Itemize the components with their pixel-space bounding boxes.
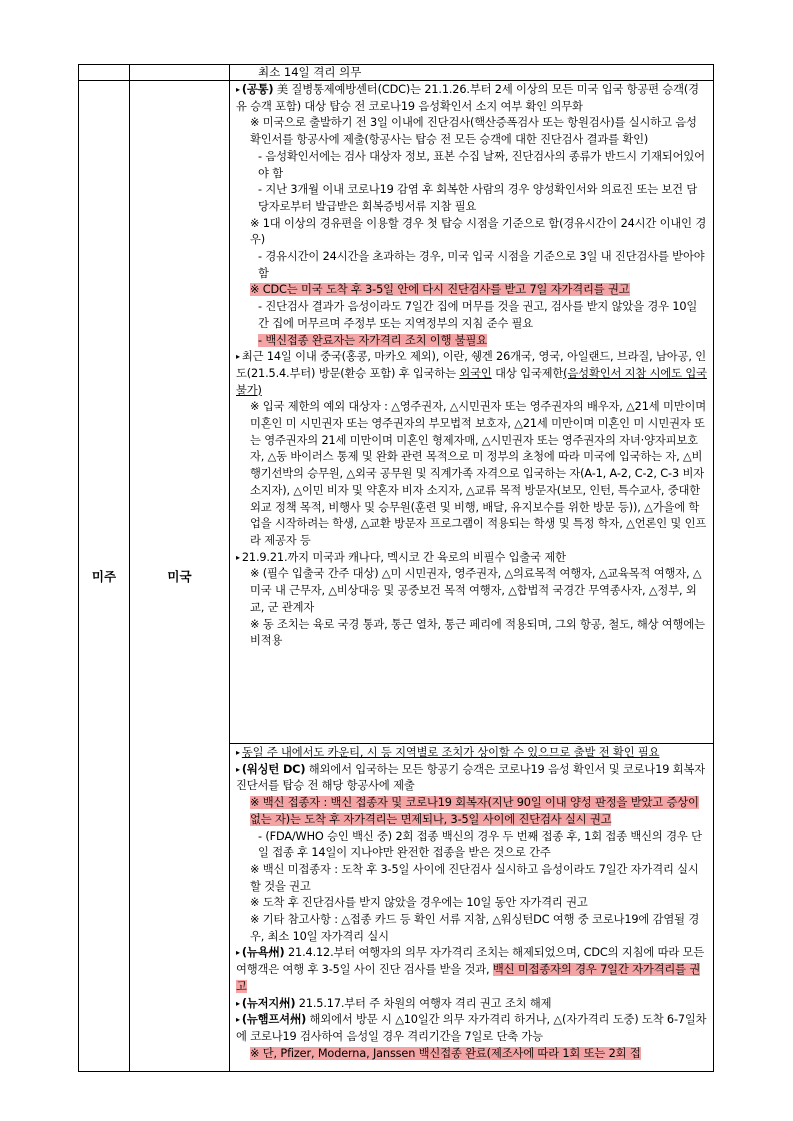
note-item xyxy=(236,895,707,912)
note-item xyxy=(236,282,707,299)
text-run: - 경유시간이 24시간을 초과하는 경우, 미국 입국 시점을 기준으로 3일 내 진단검사를 받아야 함 xyxy=(258,250,705,280)
text-run: ※ 도착 후 진단검사를 받지 않았을 경우에는 10일 동안 자가격리 권고 xyxy=(250,896,588,910)
state-measures xyxy=(230,744,713,1062)
text-run: 대상 입국제한 xyxy=(491,366,564,380)
note-item xyxy=(236,115,707,148)
bullet-triangle-icon: ▸ xyxy=(236,748,240,757)
table-row xyxy=(79,81,714,744)
table-row xyxy=(79,65,714,81)
bullet-triangle-icon: ▸ xyxy=(236,948,240,958)
bullet-item xyxy=(236,550,707,567)
text-run: 백신 미접종자의 경우 7일간 자가격리를 권고 xyxy=(236,963,701,993)
note-item xyxy=(236,216,707,249)
text-run: 21.5.17.부터 주 차원의 여행자 격리 권고 조치 해제 xyxy=(295,996,552,1010)
note-item xyxy=(236,149,707,182)
note-item xyxy=(236,566,707,616)
document-page xyxy=(78,64,714,1072)
text-run: ※ 동 조치는 육로 국경 통과, 통근 열차, 통근 페리에 적용되며, 그외 항공, 철도, 해상 여행에는 비적용 xyxy=(250,617,705,648)
note-item xyxy=(236,1046,707,1063)
note-item xyxy=(236,182,707,215)
country-cell: 미국 xyxy=(130,81,230,1072)
text-run: ※ 미국으로 출발하기 전 3일 이내에 진단검사(핵산증폭검사 또는 항원검사)를 실시하고 음성확인서를 항공사에 제출(항공사는 탑승 전 모든 승객에 대한 진단검사 결과를 확인) xyxy=(250,116,697,147)
text-run: ※ 백신 접종자 : 백신 접종자 및 코로나19 회복자(지난 90일 이내 양성 판정을 받았고 증상이 없는 자)는 도착 후 자가격리는 면제되나, 3-5일 사이에 진단검사 실시 권고 xyxy=(250,796,699,826)
region-label: (공통) xyxy=(241,83,274,96)
bullet-triangle-icon: ▸ xyxy=(236,85,240,94)
text-run: ※ CDC는 미국 도착 후 3-5일 안에 다시 진단검사를 받고 7일 자가격리를 권고 xyxy=(250,283,630,297)
text-run: - (FDA/WHO 승인 백신 중) 2회 접종 백신의 경우 두 번째 접종 후, 1회 접종 백신의 경우 단일 접종 후 14일이 지나야만 완전한 접종을 받은 것으로 간주 xyxy=(258,829,702,860)
text-run: ※ 1대 이상의 경유편을 이용할 경우 첫 탑승 시점을 기준으로 함(경유시간이 24시간 이내인 경우) xyxy=(250,216,707,247)
content-cell-state xyxy=(230,744,714,1072)
bullet-item xyxy=(236,745,707,762)
text-run: 외국인 xyxy=(459,366,492,380)
content-cell-top xyxy=(230,65,714,81)
note-item xyxy=(236,299,707,332)
bullet-item xyxy=(236,762,707,795)
travel-restrictions-table xyxy=(78,64,714,1072)
text-run: 21.4.12.부터 여행자의 의무 자가격리 조치는 해제되었으며, CDC의 지침에 따라 모든 여행객은 여행 후 3-5일 사이 진단 검사를 받을 것과, xyxy=(236,946,705,977)
bullet-item xyxy=(236,82,707,115)
bullet-triangle-icon: ▸ xyxy=(236,352,240,362)
bullet-item xyxy=(236,996,707,1013)
national-measures xyxy=(230,81,713,650)
text-run: 해외에서 방문 시 △10일간 의무 자가격리 하거나, △(자가격리 도중) 도착 6-7일차에 코로나19 검사하여 음성일 경우 격리기간을 7일로 단축 가능 xyxy=(236,1013,707,1043)
text-run: ※ 단, Pfizer, Moderna, Janssen 백신접종 완료(제조사에 따라 1회 또는 2회 접 xyxy=(250,1046,641,1060)
note-item xyxy=(236,795,707,828)
region-label: (뉴욕州) xyxy=(241,946,285,960)
note-item xyxy=(236,862,707,895)
bullet-item xyxy=(236,349,707,399)
text-run: ※ 입국 제한의 예외 대상자 : △영주권자, △시민권자 또는 영주권자의 배우자, △21세 미만이며 미혼인 미 시민권자 또는 영주권자의 부모법적 보호자, △21세 미만이며 미혼인 미 시민권자 또는 영주권자의 21세 미만이며 미혼인 형제자매, △시민권자 또는 영주권자의 자녀·양자피보호자, △동 바이러스 통제 및 완화 관련 목적으로 미 정부의 초청에 따라 미국에 입국하는 자, △비행기선박의 승무원, △외국 공무원 및 직계가족 자격으로 입국하는 자(A-1, A-2, C-2, C-3 비자 소지자), △이민 비자 및 약혼자 비자 소지자, △교류 목적 방문자(보모, 인턴, 특수교사, 중대한 외교 정책 목적, 비행사 및 승무원(훈련 및 비행, 배달, 유지보수를 위한 방문 등)), △가을에 학업을 시작하려는 학생, △교환 방문자 프로그램이 적용되는 학생 및 특정 학자, △언론인 및 인프라 제공자 등 xyxy=(250,400,707,547)
region-label: (뉴햄프셔州) xyxy=(241,1013,307,1027)
bullet-triangle-icon: ▸ xyxy=(236,552,240,562)
country-cell-empty xyxy=(130,65,230,81)
note-item xyxy=(236,829,707,862)
continued-text: 최소 14일 격리 의무 xyxy=(258,65,362,79)
text-run: - 진단검사 결과가 음성이라도 7일간 집에 머무를 것을 권고, 검사를 받지 않았을 경우 10일간 집에 머무르며 주정부 또는 지역정부의 지침 준수 필요 xyxy=(258,300,698,330)
region-label: (뉴저지州) xyxy=(241,996,296,1010)
text-run: 美 질병통제예방센터(CDC)는 21.1.26.부터 2세 이상의 모든 미국 입국 항공편 승객(경유 승객 포함) 대상 탑승 전 코로나19 음성확인서 소지 여부 확인 의무화 xyxy=(236,83,699,113)
note-item xyxy=(236,249,707,282)
note-item xyxy=(236,912,707,945)
text-run: - 백신접종 완료자는 자가격리 조치 이행 불필요 xyxy=(258,333,488,347)
text-run: 최근 14일 이내 중국(홍콩, 마카오 제외), 이란, 쉥겐 26개국, 영국, 아일랜드, 브라질, 남아공, 인도(21.5.4.부터) 방문(환승 포함) 후 입국하는 xyxy=(236,350,706,380)
region-cell: 미주 xyxy=(79,81,130,1072)
bullet-triangle-icon: ▸ xyxy=(236,764,240,774)
content-cell-national xyxy=(230,81,714,744)
text-run: (음성확인서 지참 시에도 입국 불가) xyxy=(236,366,707,397)
note-item xyxy=(236,617,707,650)
note-item xyxy=(236,399,707,549)
text-run: ※ 백신 미접종자 : 도착 후 3-5일 사이에 진단검사 실시하고 음성이라도 7일간 자가격리 실시할 것을 권고 xyxy=(250,862,699,893)
bullet-triangle-icon: ▸ xyxy=(236,998,240,1008)
region-label: (워싱턴 DC) xyxy=(241,762,306,776)
region-cell-empty xyxy=(79,65,130,81)
text-run: 해외에서 입국하는 모든 항공기 승객은 코로나19 음성 확인서 및 코로나19 회복자 진단서를 탑승 전 해당 항공사에 제출 xyxy=(236,762,705,793)
text-run: - 지난 3개월 이내 코로나19 감염 후 회복한 사람의 경우 양성확인서와 의료진 또는 보건 담당자로부터 발급받은 회복증빙서류 지참 필요 xyxy=(258,183,698,213)
text-run: ※ (필수 입출국 간주 대상) △미 시민권자, 영주권자, △의료목적 여행자, △교육목적 여행자, △미국 내 근무자, △비상대응 및 공중보건 목적 여행자, △합법적 국경간 무역종사자, △정부, 외교, 군 관계자 xyxy=(250,567,702,614)
text-run: 21.9.21.까지 미국과 캐나다, 멕시코 간 육로의 비필수 입출국 제한 xyxy=(241,550,566,564)
bullet-item xyxy=(236,945,707,995)
note-item xyxy=(236,333,707,350)
bullet-item xyxy=(236,1012,707,1045)
text-run: - 음성확인서에는 검사 대상자 정보, 표본 수집 날짜, 진단검사의 종류가 반드시 기재되어있어야 함 xyxy=(258,149,705,180)
text-run: 동일 주 내에서도 카운티, 시 등 지역별로 조치가 상이할 수 있으므로 출발 전 확인 필요 xyxy=(241,746,660,759)
text-run: ※ 기타 참고사항 : △접종 카드 등 확인 서류 지참, △워싱턴DC 여행 중 코로나19에 감염될 경우, 최소 10일 자가격리 실시 xyxy=(250,913,700,943)
bullet-triangle-icon: ▸ xyxy=(236,1015,240,1025)
